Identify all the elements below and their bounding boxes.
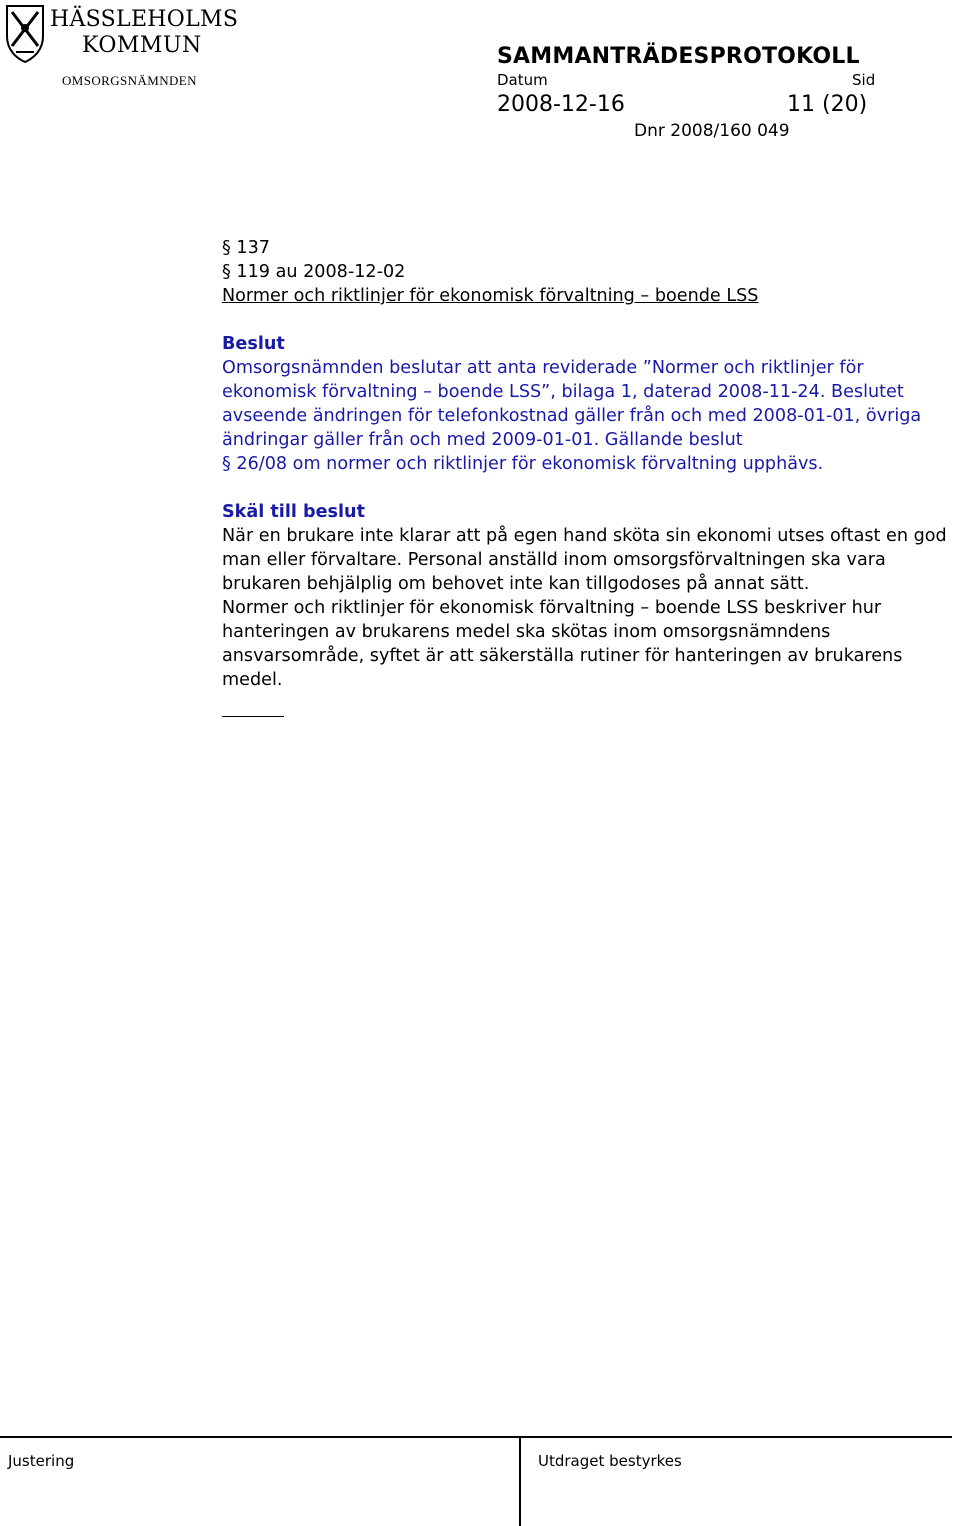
logo-wordmark-line1: HÄSSLEHOLMS xyxy=(50,7,239,32)
meeting-date: 2008-12-16 xyxy=(497,92,625,117)
end-rule xyxy=(222,716,284,717)
reasons-heading: Skäl till beslut xyxy=(222,502,365,522)
page-number: 11 (20) xyxy=(787,92,868,117)
page-label: Sid xyxy=(852,71,876,89)
decision-text-repeal: § 26/08 om normer och riktlinjer för ekonomisk förvaltning upphävs. xyxy=(222,454,824,474)
committee-reference: § 119 au 2008-12-02 xyxy=(222,262,406,282)
minutes-body xyxy=(222,236,958,717)
date-label: Datum xyxy=(497,71,548,89)
reasons-text: När en brukare inte klarar att på egen hand sköta sin ekonomi utses oftast en god man eller förvaltare. Personal anställd inom omsorgsförvaltningen ska vara brukaren behjälplig om behovet inte kan tillgodoses på annat sätt. xyxy=(222,526,947,594)
registry-number: Dnr 2008/160 049 xyxy=(634,121,790,141)
document-title: SAMMANTRÄDESPROTOKOLL xyxy=(497,44,860,69)
decision-heading: Beslut xyxy=(222,334,285,354)
justering-label: Justering xyxy=(8,1452,75,1470)
certified-extract-label: Utdraget bestyrkes xyxy=(538,1452,682,1470)
spacer xyxy=(222,476,958,500)
spacer xyxy=(222,308,958,332)
footer-rule xyxy=(0,1436,952,1438)
matter-title: Normer och riktlinjer för ekonomisk förvaltning – boende LSS xyxy=(222,286,759,306)
footer-divider xyxy=(519,1437,521,1526)
paragraph-number: § 137 xyxy=(222,238,270,258)
logo-wordmark-line2: KOMMUN xyxy=(82,33,202,58)
reasons-text-2: Normer och riktlinjer för ekonomisk förvaltning – boende LSS beskriver hur hanteringen av brukarens medel ska skötas inom omsorgsnämndens ansvarsområde, syftet är att säkerställa rutiner för hanteringen av brukarens medel. xyxy=(222,598,903,690)
decision-text: Omsorgsnämnden beslutar att anta reviderade ”Normer och riktlinjer för ekonomisk förvaltning – boende LSS”, bilaga 1, daterad 2008-11-24. Beslutet avseende ändringen för telefonkostnad gäller från och med 2008-01-01, övriga ändringar gäller från och med 2009-01-01. Gällande beslut xyxy=(222,358,922,450)
municipal-crest-icon xyxy=(4,2,46,64)
committee-name: OMSORGSNÄMNDEN xyxy=(62,73,197,88)
